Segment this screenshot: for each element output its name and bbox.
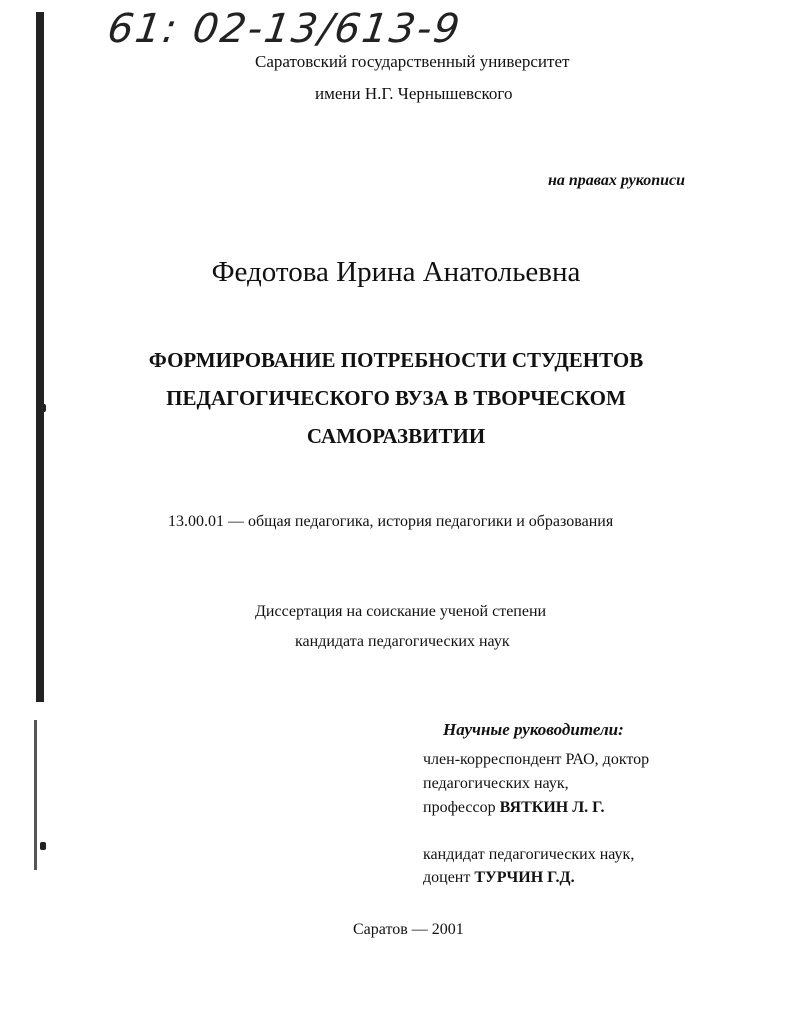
- university-name-line2: имени Н.Г. Чернышевского: [315, 84, 513, 103]
- handwritten-catalog-number: 61: 02-13/613-9: [104, 6, 465, 52]
- university-name: Саратовский государственный университет: [255, 52, 570, 71]
- title-line: ПЕДАГОГИЧЕСКОГО ВУЗА В ТВОРЧЕСКОМ: [166, 386, 626, 410]
- supervisor-1: [423, 799, 605, 817]
- supervisor-1-name: ВЯТКИН Л. Г.: [499, 799, 605, 816]
- specialty-code: 13.00.01 — общая педагогика, история педагогики и образования: [168, 513, 614, 530]
- supervisor-1-rank: профессор: [423, 799, 496, 816]
- manuscript-note: на правах рукописи: [548, 172, 686, 189]
- supervisor-1-title-2: педагогических наук,: [423, 775, 569, 792]
- author-name: Федотова Ирина Анатольевна: [211, 256, 581, 288]
- degree-line-2: кандидата педагогических наук: [295, 633, 510, 650]
- supervisor-1-title: член-корреспондент РАО, доктор: [423, 751, 650, 768]
- dissertation-title: [0, 341, 792, 455]
- scan-artifact: [40, 842, 46, 850]
- title-line: ФОРМИРОВАНИЕ ПОТРЕБНОСТИ СТУДЕНТОВ: [148, 348, 644, 372]
- supervisor-2-rank: доцент: [423, 869, 471, 886]
- supervisors-heading: Научные руководители:: [443, 720, 624, 739]
- supervisor-2-title: кандидат педагогических наук,: [423, 846, 635, 863]
- supervisor-2-name: ТУРЧИН Г.Д.: [474, 869, 575, 886]
- city-year: Саратов — 2001: [353, 921, 464, 938]
- title-line: САМОРАЗВИТИИ: [306, 424, 486, 448]
- degree-line: Диссертация на соискание ученой степени: [255, 603, 547, 620]
- supervisor-2: [423, 869, 575, 887]
- scan-edge-bar-lower: [34, 720, 37, 870]
